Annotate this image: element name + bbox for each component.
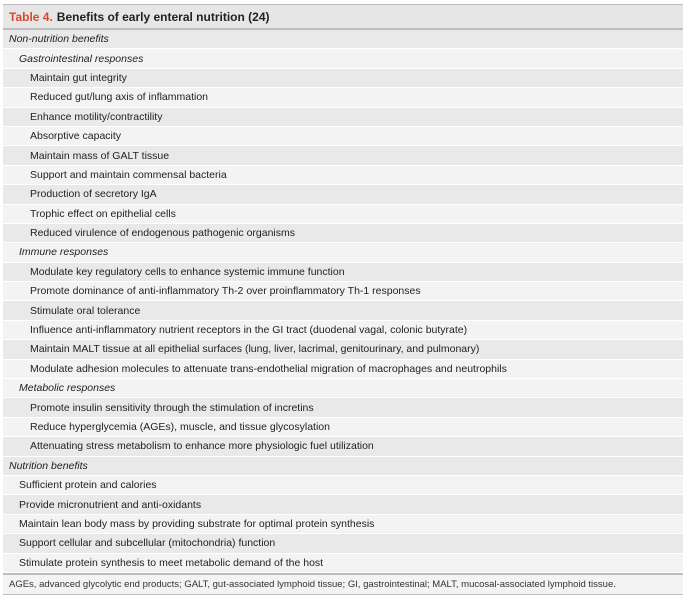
table-row: Reduced virulence of endogenous pathogenic organisms xyxy=(3,224,683,243)
table-row: Absorptive capacity xyxy=(3,127,683,146)
table-row: Modulate key regulatory cells to enhance systemic immune function xyxy=(3,263,683,282)
table-row: Maintain mass of GALT tissue xyxy=(3,146,683,165)
table-row: Trophic effect on epithelial cells xyxy=(3,205,683,224)
table-row: Promote insulin sensitivity through the stimulation of incretins xyxy=(3,398,683,417)
table-row: Reduce hyperglycemia (AGEs), muscle, and tissue glycosylation xyxy=(3,418,683,437)
table-row: Maintain gut integrity xyxy=(3,69,683,88)
table-row: Support and maintain commensal bacteria xyxy=(3,166,683,185)
table-row: Influence anti-inflammatory nutrient receptors in the GI tract (duodenal vagal, colonic butyrate) xyxy=(3,321,683,340)
group-heading: Metabolic responses xyxy=(3,379,683,398)
group-heading: Immune responses xyxy=(3,243,683,262)
table-title-bar xyxy=(3,4,683,30)
table-row: Support cellular and subcellular (mitochondria) function xyxy=(3,534,683,553)
table-row: Enhance motility/contractility xyxy=(3,108,683,127)
table-row: Provide micronutrient and anti-oxidants xyxy=(3,495,683,514)
section-heading: Non-nutrition benefits xyxy=(3,30,683,49)
table-row: Modulate adhesion molecules to attenuate trans-endothelial migration of macrophages and neutrophils xyxy=(3,360,683,379)
table-row: Maintain lean body mass by providing substrate for optimal protein synthesis xyxy=(3,515,683,534)
table-row: Stimulate protein synthesis to meet metabolic demand of the host xyxy=(3,554,683,573)
table-title: Benefits of early enteral nutrition (24) xyxy=(56,9,270,24)
table-row: Sufficient protein and calories xyxy=(3,476,683,495)
table-row: Production of secretory IgA xyxy=(3,185,683,204)
table-row: Stimulate oral tolerance xyxy=(3,301,683,320)
table-row: Promote dominance of anti-inflammatory Th-2 over proinflammatory Th-1 responses xyxy=(3,282,683,301)
table-row: Attenuating stress metabolism to enhance more physiologic fuel utilization xyxy=(3,437,683,456)
table-footnote: AGEs, advanced glycolytic end products; GALT, gut-associated lymphoid tissue; GI, gastrointestinal; MALT, mucosal-associated lymphoid tissue. xyxy=(3,573,683,595)
group-heading: Gastrointestinal responses xyxy=(3,49,683,68)
section-heading: Nutrition benefits xyxy=(3,457,683,476)
table-row: Maintain MALT tissue at all epithelial surfaces (lung, liver, lacrimal, genitourinary, and pulmonary) xyxy=(3,340,683,359)
table-row: Reduced gut/lung axis of inflammation xyxy=(3,88,683,107)
table-body xyxy=(3,30,683,573)
benefits-table xyxy=(3,4,683,595)
table-label: Table 4. xyxy=(9,9,53,24)
